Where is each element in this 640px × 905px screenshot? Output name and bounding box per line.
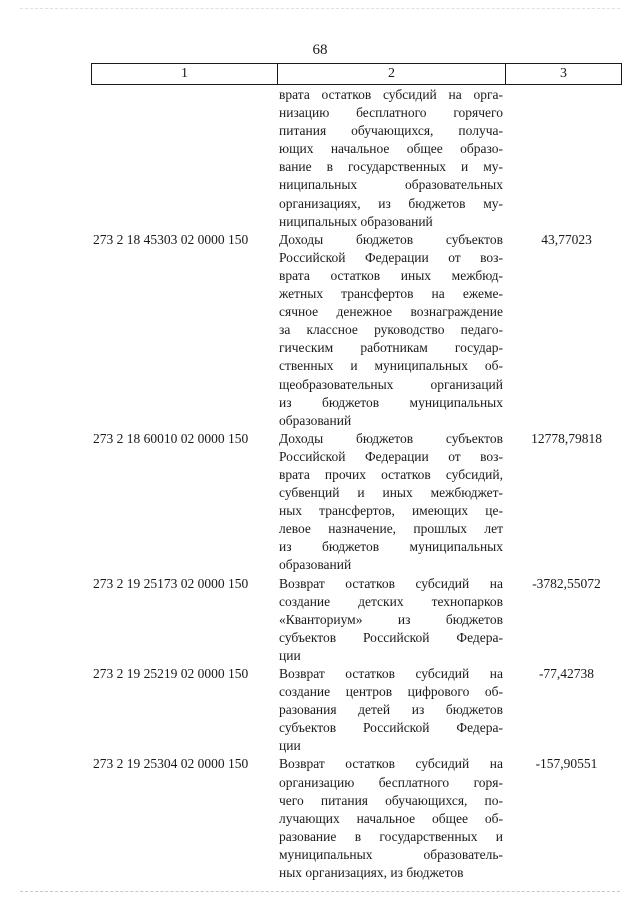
table-row	[91, 430, 622, 575]
description-line: Российской Федерации от воз-	[279, 249, 503, 265]
scan-edge-bottom	[20, 891, 620, 893]
table-row	[91, 755, 622, 882]
budget-code: 273 2 18 45303 02 0000 150	[93, 231, 249, 247]
income-description	[279, 231, 503, 430]
table-row	[91, 86, 622, 231]
description-line: образований	[279, 557, 352, 573]
income-description	[279, 86, 503, 231]
description-line: муниципальных образователь-	[279, 846, 503, 862]
description-line: гическим работникам государ-	[279, 340, 503, 356]
income-description	[279, 665, 503, 755]
description-line: низацию бесплатного горячего	[279, 105, 503, 121]
header-col-2: 2	[278, 64, 506, 84]
header-col-3: 3	[560, 66, 567, 81]
description-line: чего питания обучающихся, по-	[279, 792, 503, 808]
description-line: ных организациях, из бюджетов	[279, 865, 464, 881]
description-line: ниципальных образовательных	[279, 177, 503, 193]
description-line: питания обучающихся, получа-	[279, 123, 503, 139]
budget-code: 273 2 19 25173 02 0000 150	[93, 575, 249, 591]
description-line: «Кванториум» из бюджетов	[279, 611, 503, 627]
amount-value: -157,90551	[535, 756, 598, 772]
income-description	[279, 430, 503, 575]
scan-edge-top	[20, 8, 620, 10]
description-line: ции	[279, 647, 301, 663]
table-header	[91, 63, 622, 85]
budget-code: 273 2 19 25219 02 0000 150	[93, 666, 249, 681]
description-line: за классное руководство педаго-	[279, 322, 503, 338]
description-line: субъектов Российской Федера-	[279, 629, 503, 645]
header-col-1: 1	[92, 64, 278, 84]
description-line: врата остатков субсидий на орга-	[279, 87, 503, 102]
description-line: Доходы бюджетов субъектов	[279, 231, 503, 247]
description-line: создание центров цифрового об-	[279, 684, 503, 700]
description-line: из бюджетов муниципальных	[279, 394, 503, 410]
description-line: лучающих начальное общее об-	[279, 810, 503, 826]
amount-value: -3782,55072	[532, 575, 601, 591]
description-line: щеобразовательных организаций	[279, 376, 503, 392]
table-row	[91, 575, 622, 665]
income-description	[279, 575, 503, 665]
description-line: Возврат остатков субсидий на	[279, 575, 503, 591]
description-line: левое назначение, прошлых лет	[279, 521, 503, 537]
description-line: субъектов Российской Федера-	[279, 720, 503, 736]
description-line: ции	[279, 738, 301, 754]
description-line: разования детей из бюджетов	[279, 702, 503, 718]
description-line: ниципальных образований	[279, 213, 433, 229]
description-line: ственных и муниципальных об-	[279, 358, 503, 374]
description-line: Возврат остатков субсидий на	[279, 666, 503, 681]
description-line: врата остатков иных межбюд-	[279, 267, 503, 283]
description-line: Российской Федерации от воз-	[279, 448, 503, 464]
description-line: организациях, из бюджетов му-	[279, 195, 503, 211]
description-line: сячное денежное вознаграждение	[279, 304, 503, 320]
table-row	[91, 665, 622, 755]
table-body	[91, 86, 622, 882]
description-line: врата прочих остатков субсидий,	[279, 466, 503, 482]
description-line: организацию бесплатного горя-	[279, 774, 503, 790]
description-line: субвенций и иных межбюджет-	[279, 485, 503, 501]
amount-value	[503, 86, 622, 231]
table-row	[91, 231, 622, 430]
amount-value: -77,42738	[538, 666, 595, 681]
income-description	[279, 755, 503, 882]
description-line: ных трансфертов, имеющих це-	[279, 503, 503, 519]
description-line: образований	[279, 412, 352, 428]
amount-value: 43,77023	[541, 231, 592, 247]
page-number: 68	[312, 42, 328, 58]
description-line: из бюджетов муниципальных	[279, 539, 503, 555]
budget-code: 273 2 19 25304 02 0000 150	[93, 756, 249, 772]
description-line: ющих начальное общее образо-	[279, 141, 503, 157]
budget-code	[91, 86, 279, 231]
amount-value: 12778,79818	[531, 430, 602, 446]
description-line: жетных трансфертов на ежеме-	[279, 286, 503, 302]
description-line: вание в государственных и му-	[279, 159, 503, 175]
description-line: создание детских технопарков	[279, 593, 503, 609]
description-line: разование в государственных и	[279, 828, 503, 844]
description-line: Доходы бюджетов субъектов	[279, 430, 503, 446]
budget-code: 273 2 18 60010 02 0000 150	[93, 430, 249, 446]
description-line: Возврат остатков субсидий на	[279, 756, 503, 772]
